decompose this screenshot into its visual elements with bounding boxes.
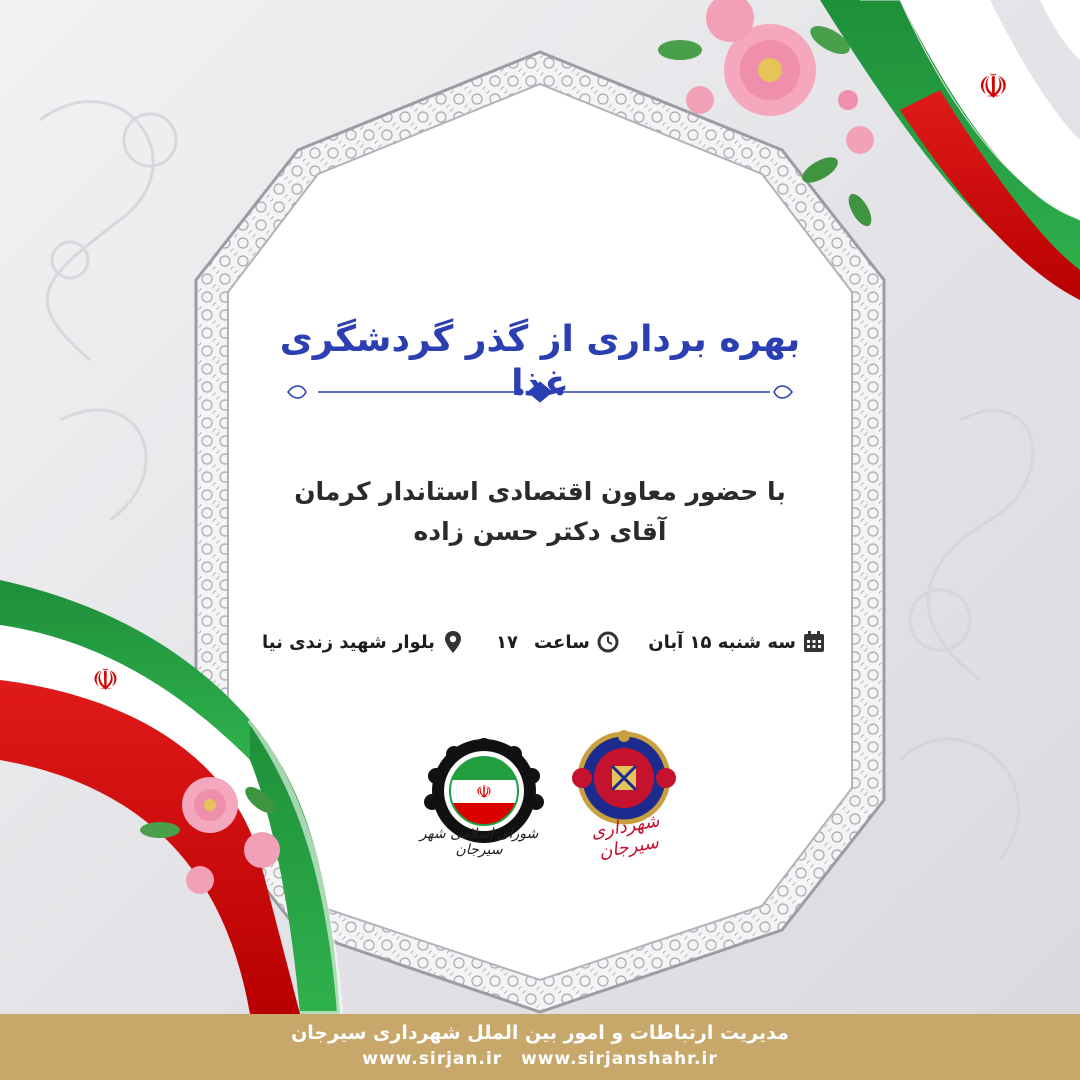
event-location	[262, 624, 465, 660]
guest-line-2: آقای دکتر حسن زاده	[413, 517, 667, 546]
clock-icon	[596, 630, 620, 654]
guest-line-1: با حضور معاون اقتصادی استاندار کرمان	[294, 477, 786, 506]
event-time-value: ۱۷	[496, 631, 518, 653]
map-pin-icon	[441, 630, 465, 654]
event-date	[648, 624, 826, 660]
footer-bar	[0, 1014, 1080, 1080]
svg-text:☫: ☫	[92, 663, 119, 698]
emblem-top: ☫	[978, 67, 1009, 107]
event-headline: بهره برداری از گذر گردشگری غذا	[279, 319, 801, 404]
footer-title: مدیریت ارتباطات و امور بین الملل شهرداری سیرجان	[291, 1022, 789, 1044]
website-link-2[interactable]: www.sirjanshahr.ir	[521, 1049, 718, 1069]
footer-websites	[0, 1046, 1080, 1072]
municipality-logo-text: شهرداری سیرجان	[589, 810, 662, 863]
website-link-1[interactable]: www.sirjan.ir	[362, 1049, 503, 1069]
event-time-label: ساعت	[533, 631, 590, 653]
event-date-text: سه شنبه ۱۵ آبان	[648, 631, 796, 653]
event-time	[496, 624, 620, 660]
svg-text:☫: ☫	[475, 782, 493, 803]
calendar-icon	[802, 630, 826, 654]
city-council-logo-text: شورای اسلامی شهر سیرجان	[419, 826, 539, 858]
event-location-text: بلوار شهید زندی نیا	[262, 631, 435, 653]
